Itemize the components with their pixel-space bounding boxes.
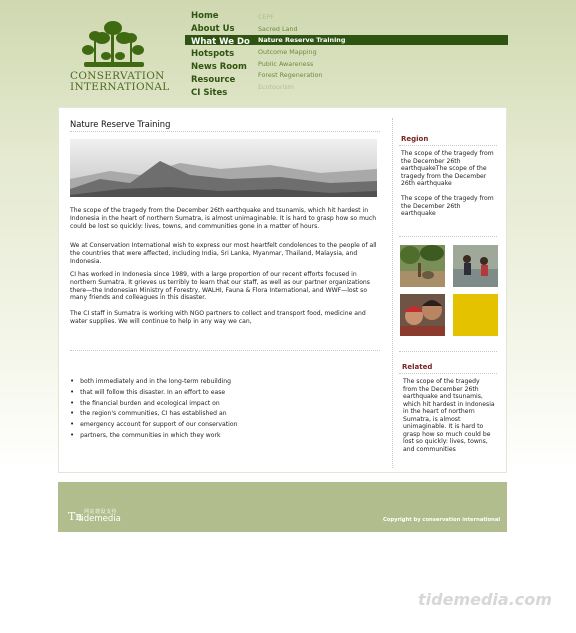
- list-item: • the region's communities, CI has established an: [70, 408, 237, 419]
- title-divider: [70, 131, 380, 132]
- nav-item-news-room[interactable]: News Room: [191, 62, 247, 73]
- sidebar-region-divider: [399, 145, 497, 146]
- article-paragraph-4: The CI staff in Sumatra is working with NGO partners to collect and transport food, medicine and water supplies. We will continue to help in any way we can,: [70, 310, 366, 325]
- subnav-item-public-awareness[interactable]: Public Awareness: [258, 59, 314, 68]
- list-item: • the financial burden and ecological impact on: [70, 398, 237, 409]
- list-item: • both immediately and in the long-term rebuilding: [70, 376, 237, 387]
- subnav-item-nature-reserve-training[interactable]: Nature Reserve Training: [258, 36, 346, 45]
- sidebar-divider-2: [399, 236, 497, 237]
- footer: [58, 482, 507, 532]
- logo-wordmark-line2: INTERNATIONAL: [70, 81, 170, 93]
- subnav-item-sacred-land[interactable]: Sacred Land: [258, 24, 298, 33]
- tidemedia-support-text: 网站建设支持: [84, 509, 118, 515]
- tidemedia-mark-icon: Tn: [68, 510, 83, 523]
- sidebar-region-text-2: The scope of the tragedy from the December 26th earthquake: [401, 195, 494, 217]
- main-navigation: [191, 10, 250, 100]
- sidebar-divider: [392, 118, 393, 468]
- thumbnail-forest-photo[interactable]: [400, 245, 445, 287]
- thumbnail-river-people-photo[interactable]: [453, 245, 498, 287]
- bullet-list: [70, 376, 237, 441]
- nav-item-home[interactable]: Home: [191, 11, 219, 21]
- copyright-text: Copyright by conservation international: [383, 517, 501, 523]
- subnav-item-outcome-mapping[interactable]: Outcome Mapping: [258, 48, 317, 57]
- list-item: • emergency account for support of our conservation: [70, 419, 237, 430]
- tidemedia-logo-text[interactable]: tidemedia: [78, 514, 121, 524]
- nav-item-hotspots[interactable]: Hotspots: [191, 49, 235, 60]
- thumbnail-gold-tile[interactable]: [453, 294, 498, 336]
- article-paragraph-2: We at Conservation International wish to express our most heartfelt condolences to the people of all the countries that were affected, including India, Sri Lanka, Myanmar, Thailand, Malaysia, and Indonesia.: [70, 242, 377, 265]
- sidebar-region-text-1: The scope of the tragedy from the December 26th earthquakeThe scope of the tragedy from the December 26th earthquake: [401, 150, 494, 187]
- thumbnail-woman-child-photo[interactable]: [400, 294, 445, 336]
- content-divider: [70, 350, 380, 351]
- sidebar-related-text: The scope of the tragedy from the December 26th earthquake and tsunamis, which hit hardest in Indonesia in the heart of northern Sumatra, is almost unimaginable. It is hard to grasp how so much could be lost so quickly: lives, towns, and communities: [403, 378, 495, 453]
- mountain-landscape-photo: [70, 139, 377, 197]
- watermark: tidemedia.com: [418, 590, 552, 609]
- logo-wordmark-line1: CONSERVATION: [70, 70, 165, 82]
- nav-item-resource[interactable]: Resource: [191, 74, 236, 85]
- subnav-item-ecotourism[interactable]: Ecotourism: [258, 83, 294, 92]
- article-paragraph-3: CI has worked in Indonesia since 1989, with a large proportion of our recent efforts focused in northern Sumatra. It grieves us terribly to learn that our staff, as well as our partner organizations there—the Indonesian Ministry of Forestry, WALHI, Fauna & Flora International, and WWF—lost so many friends and colleagues in this disaster.: [70, 271, 370, 302]
- sub-navigation: [258, 12, 345, 94]
- subnav-item-cepf[interactable]: CEPF: [258, 13, 275, 21]
- sidebar-region-title: Region: [401, 135, 429, 143]
- nav-item-about-us[interactable]: About Us: [191, 23, 235, 34]
- subnav-item-forest-regeneration[interactable]: Forest Regeneration: [258, 71, 323, 80]
- sidebar-related-divider: [399, 373, 497, 374]
- page-title: Nature Reserve Training: [70, 119, 171, 129]
- nav-item-ci-sites[interactable]: CI Sites: [191, 87, 228, 98]
- sidebar-divider-3: [399, 351, 497, 352]
- list-item: • partners, the communities in which they work: [70, 430, 237, 441]
- nav-item-what-we-do[interactable]: What We Do: [191, 36, 250, 47]
- article-paragraph-1: The scope of the tragedy from the December 26th earthquake and tsunamis, which hit hardest in Indonesia in the heart of northern Sumatra, is almost unimaginable. It is hard to grasp how so much could be lost so quickly: lives, towns, and communities gone in a matter of hours.: [70, 207, 377, 230]
- list-item: • that will follow this disaster. In an effort to ease: [70, 387, 237, 398]
- sidebar-related-title: Related: [402, 363, 433, 371]
